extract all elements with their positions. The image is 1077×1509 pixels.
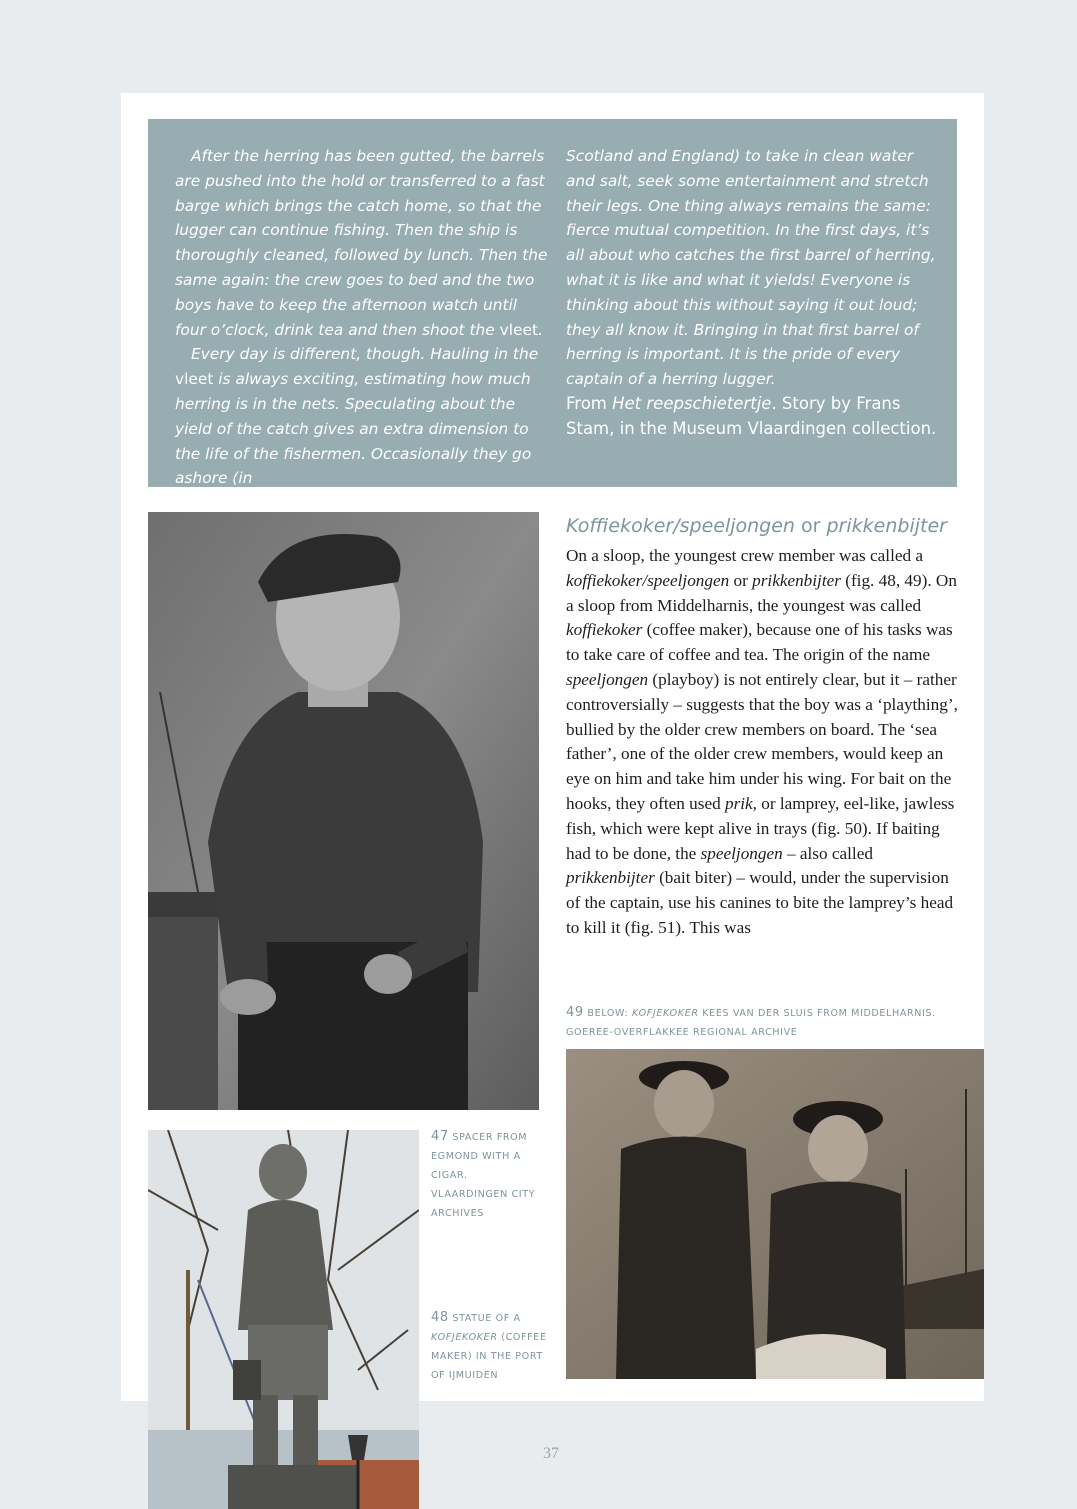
quote-paragraph-2: Every day is different, though. Hauling in the vleet is always exciting, estimating how much herring is in the nets. Speculating about the yield of the catch gives an extra dimension to the life of the fishermen. Occasionally they go ashore (in bbox=[175, 345, 539, 488]
page-number: 37 bbox=[543, 1445, 559, 1462]
body-paragraph: On a sloop, the youngest crew member was called a koffiekoker/speeljongen or prikkenbijter (fig. 48, 49). On a sloop from Middelharnis, the youngest was called koffiekoker (coffee maker), because one of his tasks was to take care of coffee and tea. The origin of the name speeljongen (playboy) is not entirely clear, but it – rather controversially – suggests that the boy was a ‘plaything’, bullied by the older crew members on board. The ‘sea father’, one of the older crew members, would keep an eye on him and take him under his wing. For bait on the hooks, they often used prik, or lamprey, eel-like, jawless fish, which were kept alive in trays (fig. 50). If baiting had to be done, the speeljongen – also called prikkenbijter (bait biter) – would, under the supervision of the captain, use his canines to bite the lamprey’s head to kill it (fig. 51). This was bbox=[566, 546, 958, 937]
quote-column-right bbox=[566, 144, 941, 392]
caption-fig-48: 48 STATUE OF A KOFJEKOKER (COFFEE MAKER) IN THE PORT OF IJMUIDEN bbox=[431, 1310, 547, 1381]
quote-column-left bbox=[175, 144, 550, 491]
caption-fig-49: 49 BELOW: KOFJEKOKER KEES VAN DER SLUIS FROM MIDDELHARNIS. GOEREE-OVERFLAKKEE REGIONAL ARCHIVE bbox=[566, 1005, 936, 1038]
quote-paragraph-3: Scotland and England) to take in clean water and salt, seek some entertainment and stretch their legs. One thing always remains the same: fierce mutual competition. In the first days, it’s all about who catches the first barrel of herring, what it is like and what it yields! Everyone is thinking about this without saying it out loud; they all know it. Bringing in that first barrel of herring is important. It is the pride of every captain of a herring lugger. bbox=[566, 147, 936, 389]
quote-paragraph-1: After the herring has been gutted, the barrels are pushed into the hold or transferred to a fast barge which brings the catch home, so that the lugger can continue fishing. Then the ship is thoroughly cleaned, followed by lunch. Then the same again: the crew goes to bed and the two boys have to keep the afternoon watch until four o’clock, drink tea and then shoot the vleet. bbox=[175, 147, 548, 339]
photo-spacer-boy bbox=[148, 512, 539, 1110]
caption-fig-47: 47 SPACER FROM EGMOND WITH A CIGAR. VLAARDINGEN CITY ARCHIVES bbox=[431, 1129, 536, 1219]
quote-source: From Het reepschietertje. Story by Frans Stam, in the Museum Vlaardingen collection. bbox=[566, 394, 937, 438]
section-heading: Koffiekoker/speeljongen or prikkenbijter bbox=[566, 515, 947, 537]
photo-statue-kofjekoker bbox=[148, 1130, 419, 1509]
photo-kees-van-der-sluis bbox=[566, 1049, 984, 1379]
